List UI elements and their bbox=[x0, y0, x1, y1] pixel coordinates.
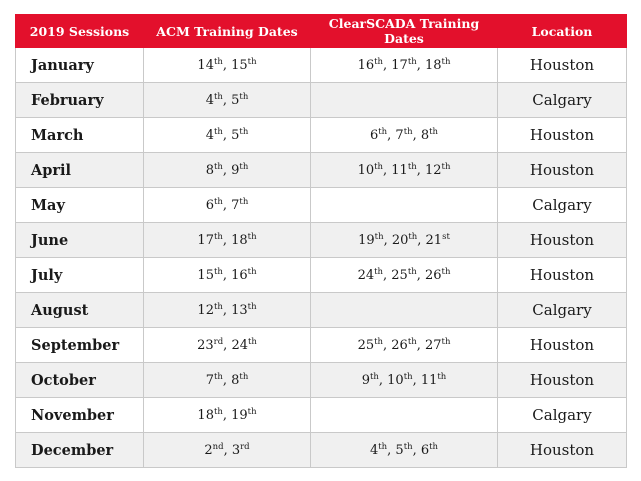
header-clearscada-dates: ClearSCADA Training Dates bbox=[311, 15, 498, 48]
date-value: 5th bbox=[231, 126, 249, 143]
table-header bbox=[16, 15, 627, 48]
header-location: Location bbox=[498, 15, 627, 48]
table-row bbox=[16, 83, 627, 118]
date-value: 26th bbox=[391, 336, 417, 353]
table-row bbox=[16, 223, 627, 258]
header-sessions: 2019 Sessions bbox=[16, 15, 144, 48]
date-value: 9th bbox=[361, 371, 379, 388]
date-value: 7th bbox=[395, 126, 413, 143]
acm-dates-cell: 4th, 5th bbox=[144, 83, 311, 118]
date-value: 15th bbox=[231, 56, 257, 73]
acm-dates-cell: 14th, 15th bbox=[144, 48, 311, 83]
date-value: 10th bbox=[357, 161, 384, 178]
date-value: 6th bbox=[420, 441, 439, 458]
month-cell: December bbox=[16, 433, 144, 468]
clearscada-dates-cell bbox=[311, 83, 498, 118]
clearscada-dates-cell: 10th, 11th, 12th bbox=[311, 153, 498, 188]
location-cell: Calgary bbox=[498, 293, 627, 328]
date-value: 13th bbox=[231, 301, 257, 318]
month-cell: May bbox=[16, 188, 144, 223]
month-cell: June bbox=[16, 223, 144, 258]
month-cell: March bbox=[16, 118, 144, 153]
date-value: 12th bbox=[424, 161, 451, 178]
date-value: 12th bbox=[197, 301, 223, 318]
location-cell: Calgary bbox=[498, 83, 627, 118]
date-value: 27th bbox=[424, 336, 451, 353]
location-cell: Calgary bbox=[498, 188, 627, 223]
month-cell: July bbox=[16, 258, 144, 293]
clearscada-dates-cell: 25th, 26th, 27th bbox=[311, 328, 498, 363]
clearscada-dates-cell: 16th, 17th, 18th bbox=[311, 48, 498, 83]
acm-dates-cell: 8th, 9th bbox=[144, 153, 311, 188]
date-value: 16th bbox=[357, 56, 384, 73]
month-cell: August bbox=[16, 293, 144, 328]
table-row bbox=[16, 433, 627, 468]
table-row bbox=[16, 258, 627, 293]
date-value: 5th bbox=[231, 91, 249, 108]
table-row bbox=[16, 398, 627, 433]
date-value: 9th bbox=[231, 161, 249, 178]
acm-dates-cell: 2nd, 3rd bbox=[144, 433, 311, 468]
date-value: 18th bbox=[231, 231, 257, 248]
table-row bbox=[16, 118, 627, 153]
date-value: 4th bbox=[205, 126, 223, 143]
date-value: 15th bbox=[197, 266, 223, 283]
acm-dates-cell: 4th, 5th bbox=[144, 118, 311, 153]
acm-dates-cell: 6th, 7th bbox=[144, 188, 311, 223]
date-value: 24th bbox=[357, 266, 384, 283]
date-value: 21st bbox=[425, 231, 450, 248]
month-cell: September bbox=[16, 328, 144, 363]
date-value: 4th bbox=[205, 91, 223, 108]
date-value: 19th bbox=[231, 406, 257, 423]
date-value: 7th bbox=[205, 371, 223, 388]
date-value: 18th bbox=[424, 56, 451, 73]
clearscada-dates-cell: 19th, 20th, 21st bbox=[311, 223, 498, 258]
clearscada-dates-cell bbox=[311, 398, 498, 433]
location-cell: Houston bbox=[498, 118, 627, 153]
month-cell: October bbox=[16, 363, 144, 398]
location-cell: Houston bbox=[498, 48, 627, 83]
table-row bbox=[16, 293, 627, 328]
clearscada-dates-cell bbox=[311, 188, 498, 223]
date-value: 11th bbox=[391, 161, 417, 178]
acm-dates-cell: 7th, 8th bbox=[144, 363, 311, 398]
clearscada-dates-cell: 6th, 7th, 8th bbox=[311, 118, 498, 153]
acm-dates-cell: 15th, 16th bbox=[144, 258, 311, 293]
date-value: 10th bbox=[387, 371, 413, 388]
clearscada-dates-cell: 24th, 25th, 26th bbox=[311, 258, 498, 293]
date-value: 5th bbox=[395, 441, 413, 458]
table-row bbox=[16, 188, 627, 223]
table-row bbox=[16, 363, 627, 398]
date-value: 7th bbox=[231, 196, 249, 213]
date-value: 23rd bbox=[197, 336, 224, 353]
date-value: 18th bbox=[197, 406, 223, 423]
clearscada-dates-cell bbox=[311, 293, 498, 328]
location-cell: Houston bbox=[498, 258, 627, 293]
month-cell: January bbox=[16, 48, 144, 83]
acm-dates-cell: 17th, 18th bbox=[144, 223, 311, 258]
date-value: 17th bbox=[391, 56, 417, 73]
location-cell: Houston bbox=[498, 363, 627, 398]
training-schedule-table bbox=[15, 14, 627, 468]
date-value: 3rd bbox=[231, 441, 250, 458]
month-cell: April bbox=[16, 153, 144, 188]
table-row bbox=[16, 153, 627, 188]
date-value: 2nd bbox=[204, 441, 224, 458]
date-value: 16th bbox=[231, 266, 257, 283]
acm-dates-cell: 23rd, 24th bbox=[144, 328, 311, 363]
month-cell: February bbox=[16, 83, 144, 118]
month-cell: November bbox=[16, 398, 144, 433]
date-value: 14th bbox=[197, 56, 223, 73]
header-acm-dates: ACM Training Dates bbox=[144, 15, 311, 48]
date-value: 4th bbox=[369, 441, 388, 458]
date-value: 6th bbox=[369, 126, 388, 143]
date-value: 8th bbox=[205, 161, 223, 178]
date-value: 25th bbox=[391, 266, 417, 283]
date-value: 24th bbox=[231, 336, 257, 353]
clearscada-dates-cell: 9th, 10th, 11th bbox=[311, 363, 498, 398]
header-row bbox=[16, 15, 627, 48]
location-cell: Houston bbox=[498, 328, 627, 363]
date-value: 17th bbox=[197, 231, 223, 248]
table-row bbox=[16, 48, 627, 83]
clearscada-dates-cell: 4th, 5th, 6th bbox=[311, 433, 498, 468]
date-value: 19th bbox=[358, 231, 384, 248]
acm-dates-cell: 18th, 19th bbox=[144, 398, 311, 433]
acm-dates-cell: 12th, 13th bbox=[144, 293, 311, 328]
location-cell: Calgary bbox=[498, 398, 627, 433]
location-cell: Houston bbox=[498, 433, 627, 468]
date-value: 20th bbox=[391, 231, 418, 248]
table-body bbox=[16, 48, 627, 468]
date-value: 6th bbox=[205, 196, 223, 213]
date-value: 25th bbox=[357, 336, 384, 353]
date-value: 8th bbox=[420, 126, 439, 143]
location-cell: Houston bbox=[498, 223, 627, 258]
date-value: 8th bbox=[231, 371, 249, 388]
date-value: 11th bbox=[420, 371, 447, 388]
table-row bbox=[16, 328, 627, 363]
date-value: 26th bbox=[424, 266, 451, 283]
location-cell: Houston bbox=[498, 153, 627, 188]
